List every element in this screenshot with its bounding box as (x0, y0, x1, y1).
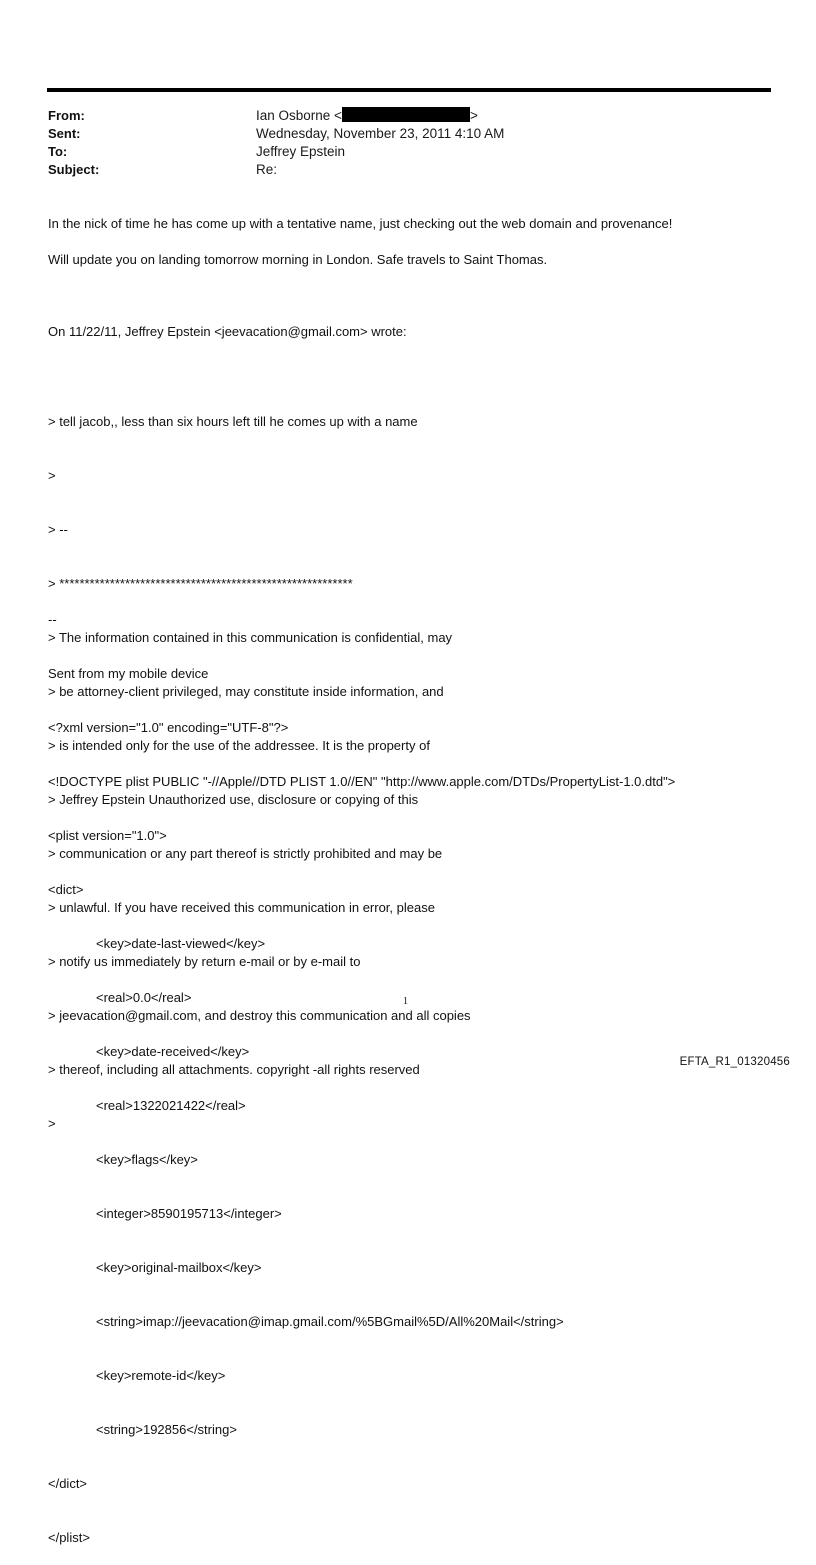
dict-line: <key>date-received</key> (96, 1044, 250, 1059)
to-value: Jeffrey Epstein (256, 144, 346, 159)
quoted-line: > notify us immediately by return e-mail or by e-mail to (48, 954, 361, 969)
subject-value: Re: (256, 162, 278, 177)
dict-open-tag: <dict> (48, 882, 84, 897)
from-value (256, 107, 478, 125)
quote-intro: On 11/22/11, Jeffrey Epstein <jeevacation@gmail.com> wrote: (48, 324, 407, 339)
dict-line: <string>192856</string> (96, 1422, 237, 1437)
sent-label: Sent: (48, 126, 81, 141)
quoted-line: > tell jacob,, less than six hours left till he comes up with a name (48, 414, 418, 429)
plist-close-tag: </plist> (48, 1530, 90, 1545)
quoted-line: > jeevacation@gmail.com, and destroy this communication and all copies (48, 1008, 471, 1023)
dict-line: <key>date-last-viewed</key> (96, 936, 266, 951)
plist-doctype: <!DOCTYPE plist PUBLIC "-//Apple//DTD PLIST 1.0//EN" "http://www.apple.com/DTDs/PropertyList-1.0.dtd"> (48, 774, 676, 789)
dict-line: <real>0.0</real> (96, 990, 192, 1005)
dict-line: <key>remote-id</key> (96, 1368, 226, 1383)
dict-line: <key>flags</key> (96, 1152, 198, 1167)
dict-line: <integer>8590195713</integer> (96, 1206, 282, 1221)
dict-line: <key>original-mailbox</key> (96, 1260, 262, 1275)
body-paragraph-1: In the nick of time he has come up with a tentative name, just checking out the web domain and provenance! (48, 216, 673, 231)
from-label: From: (48, 108, 85, 123)
bates-number: EFTA_R1_01320456 (679, 1056, 790, 1068)
from-close: > (469, 108, 478, 123)
sent-value: Wednesday, November 23, 2011 4:10 AM (256, 126, 505, 141)
body-paragraph-2: Will update you on landing tomorrow morning in London. Safe travels to Saint Thomas. (48, 252, 548, 267)
quoted-line: > thereof, including all attachments. copyright -all rights reserved (48, 1062, 420, 1077)
quoted-line: > is intended only for the use of the addressee. It is the property of (48, 738, 430, 753)
signature-separator: -- (48, 612, 57, 627)
dict-line: <string>imap://jeevacation@imap.gmail.com/%5BGmail%5D/All%20Mail</string> (96, 1314, 564, 1329)
page-number: 1 (403, 996, 408, 1007)
quoted-line: > be attorney-client privileged, may constitute inside information, and (48, 684, 444, 699)
xml-declaration: <?xml version="1.0" encoding="UTF-8"?> (48, 720, 289, 735)
quoted-line: > communication or any part thereof is strictly prohibited and may be (48, 846, 443, 861)
redaction-box (342, 107, 470, 122)
dict-line: <real>1322021422</real> (96, 1098, 246, 1113)
quoted-line: > ********************************************************** (48, 576, 353, 591)
signature-text: Sent from my mobile device (48, 666, 209, 681)
dict-close-tag: </dict> (48, 1476, 88, 1491)
plist-open-tag: <plist version="1.0"> (48, 828, 167, 843)
header-rule (47, 88, 771, 92)
quoted-line: > (48, 1116, 56, 1131)
quoted-line: > The information contained in this communication is confidential, may (48, 630, 453, 645)
signature-section (48, 575, 675, 1565)
quoted-line: > -- (48, 522, 68, 537)
quoted-line: > unlawful. If you have received this communication in error, please (48, 900, 435, 915)
subject-label: Subject: (48, 162, 100, 177)
from-name: Ian Osborne < (256, 108, 342, 123)
quoted-line: > (48, 468, 56, 483)
quoted-line: > Jeffrey Epstein Unauthorized use, disclosure or copying of this (48, 792, 419, 807)
to-label: To: (48, 144, 68, 159)
